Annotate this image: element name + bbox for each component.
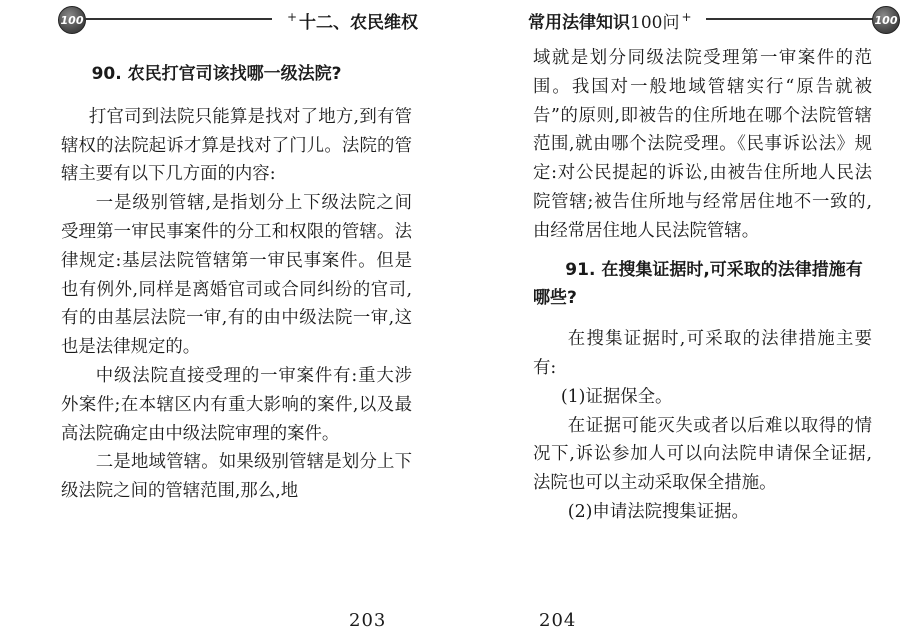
continued-paragraph: 域就是划分同级法院受理第一审案件的范围。我国对一般地域管辖实行“原告就被告”的原则,即被告的住所地在哪个法院管辖范围,就由哪个法院受理。《民事诉讼法》规定:对公民提起的诉讼,由被告住所地人民法院管辖;被告住所地与经常居住地不一致的,由经常居住地人民法院管辖。 <box>533 48 872 241</box>
chapter-title-text: 十二、农民维权 <box>299 13 418 33</box>
page-body <box>61 60 412 506</box>
paragraph: 在搜集证据时,可采取的法律措施主要有: <box>533 329 872 378</box>
right-page <box>462 0 924 640</box>
book-title-text: 常用法律知识 <box>528 13 630 33</box>
paragraph: 二是地域管辖。如果级别管辖是划分上下级法院之间的管辖范围,那么,地 <box>61 452 412 502</box>
book-logo-badge: 100 <box>58 6 86 34</box>
paragraph: 在证据可能灭失或者以后难以取得的情况下,诉讼参加人可以向法院申请保全证据,法院也可以主动采取保全措施。 <box>533 415 872 494</box>
paragraph: 中级法院直接受理的一审案件有:重大涉外案件;在本辖区内有重大影响的案件,以及最高法院确定由中级法院审理的案件。 <box>61 365 412 444</box>
paragraph: 打官司到法院只能算是找对了地方,到有管辖权的法院起诉才算是找对了门儿。法院的管辖主要有以下几方面的内容: <box>61 106 412 185</box>
paragraph: (2)申请法院搜集证据。 <box>567 501 749 522</box>
page-number: 203 <box>349 610 387 631</box>
page-number: 204 <box>539 610 577 631</box>
page-body <box>533 44 872 527</box>
question-heading: 91. 在搜集证据时,可采取的法律措施有哪些? <box>533 259 863 309</box>
book-title <box>528 8 694 33</box>
plus-ornament-icon: + <box>286 10 297 24</box>
header-rule <box>84 18 272 20</box>
running-header <box>528 6 898 33</box>
book-logo-badge: 100 <box>872 6 900 34</box>
chapter-title <box>285 8 418 33</box>
plus-ornament-icon: + <box>681 10 692 24</box>
paragraph: 一是级别管辖,是指划分上下级法院之间受理第一审民事案件的分工和权限的管辖。法律规定:基层法院管辖第一审民事案件。但是也有例外,同样是离婚官司或合同纠纷的官司,有的由基层法院一审,有的由中级法院一审,这也是法律规定的。 <box>61 193 412 358</box>
book-title-count: 100问 <box>630 13 680 33</box>
question-heading: 90. 农民打官司该找哪一级法院? <box>91 64 342 84</box>
paragraph: (1)证据保全。 <box>560 386 673 407</box>
running-header <box>58 6 422 32</box>
header-rule <box>706 18 878 20</box>
